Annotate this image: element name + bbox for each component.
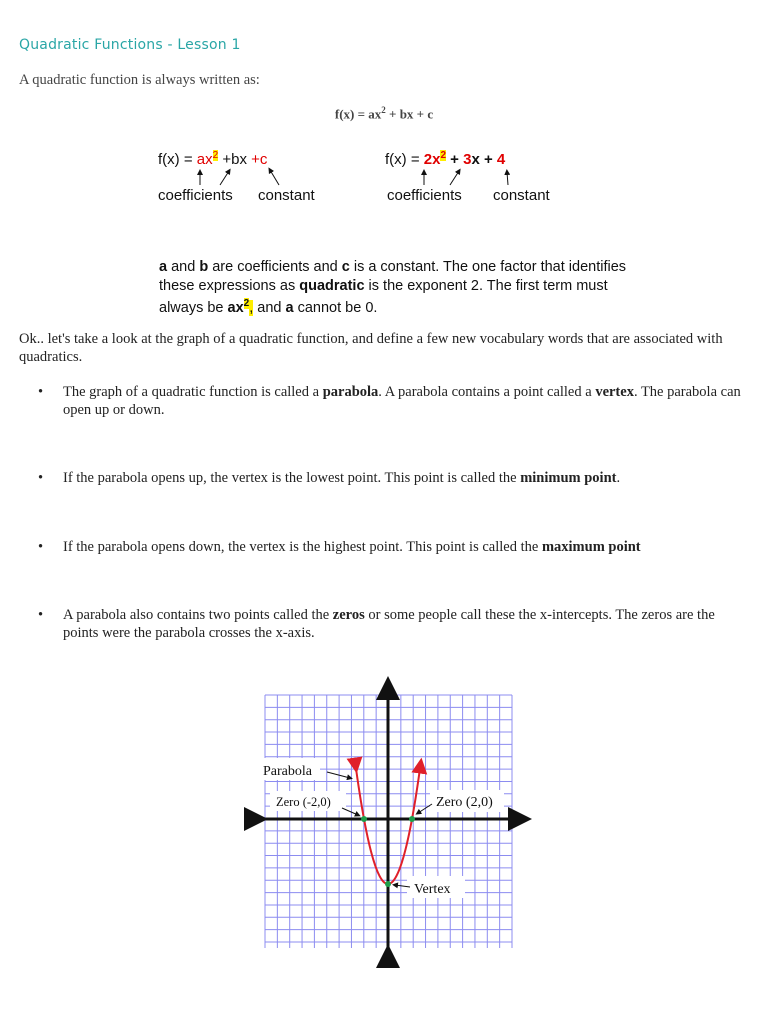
example-right-prefix: f(x) = xyxy=(385,151,424,168)
example-right-c: 4 xyxy=(496,151,506,168)
bullet-dot: • xyxy=(38,384,44,400)
def-ax: ax xyxy=(227,299,244,316)
parabola-label: Parabola xyxy=(263,764,312,779)
def-rest3: and xyxy=(253,299,286,316)
example-left-constant-label: constant xyxy=(258,187,315,204)
zero-left-point xyxy=(361,816,367,822)
def-a: a xyxy=(159,259,168,275)
def-rest4: cannot be 0. xyxy=(293,299,378,316)
bullet-text: The graph of a quadratic function is called a parabola. A parabola contains a point called a vertex. The parabola can open up or down. xyxy=(63,384,741,418)
example-left-coefficients-label: coefficients xyxy=(158,187,233,204)
formula-right: + bx + c xyxy=(385,106,434,122)
example-left-prefix: f(x) = xyxy=(158,151,197,168)
example-left-a: ax xyxy=(196,151,213,168)
example-right-plus2: + xyxy=(479,151,497,168)
bullet-text: A parabola also contains two points called the zeros or some people call these the x-intercepts. The zeros are the points were the parabola crosses the x-axis. xyxy=(63,607,715,641)
def-and: and xyxy=(167,259,200,275)
example-right-b-coef: 3 xyxy=(463,151,472,168)
example-right-a-exponent: 2 xyxy=(440,150,447,161)
example-left-c: +c xyxy=(251,151,268,168)
def-comma: , xyxy=(249,299,254,316)
def-c: c xyxy=(341,259,350,275)
intro-text: A quadratic function is always written as: xyxy=(19,72,260,88)
def-ax-exponent: 2 xyxy=(243,298,250,309)
def-rest2: is the exponent 2. The first term must always be xyxy=(159,277,608,316)
example-right-constant-label: constant xyxy=(493,187,550,204)
bullet-dot: • xyxy=(38,539,44,555)
example-left-a-exponent: 2 xyxy=(212,150,219,161)
zero-left-arrow xyxy=(342,808,358,815)
def-quadratic: quadratic xyxy=(299,277,365,294)
lesson-title: Quadratic Functions - Lesson 1 xyxy=(19,37,241,53)
zero-right-label: Zero (2,0) xyxy=(436,795,493,810)
parabola-label-arrow xyxy=(327,772,350,778)
example-left-b: +bx xyxy=(218,151,252,168)
vertex-point xyxy=(385,881,391,887)
def-rest1: is a constant. The one factor that identifies these expressions as xyxy=(159,259,627,294)
zero-right-point xyxy=(409,816,415,822)
example-right-a: 2x xyxy=(423,151,441,168)
def-a2: a xyxy=(285,299,294,316)
bullet-text: If the parabola opens down, the vertex is the highest point. This point is called the maximum point xyxy=(63,539,641,555)
def-are: are coefficients and xyxy=(208,259,342,275)
bullet-text: If the parabola opens up, the vertex is the lowest point. This point is called the minimum point. xyxy=(63,470,621,486)
bullet-dot: • xyxy=(38,470,44,486)
def-b: b xyxy=(199,259,209,275)
zero-left-label: Zero (-2,0) xyxy=(276,795,331,809)
example-right-b-var: x xyxy=(471,151,480,168)
vertex-label: Vertex xyxy=(414,882,451,897)
bullet-dot: • xyxy=(38,607,44,623)
intro-paragraph: Ok.. let's take a look at the graph of a quadratic function, and define a few new vocabulary words that are associated with quadratics. xyxy=(19,331,723,365)
zero-right-arrow xyxy=(418,804,432,813)
example-right-plus1: + xyxy=(446,151,464,168)
formula-exponent: 2 xyxy=(381,105,386,115)
formula-left: f(x) = ax xyxy=(334,106,382,122)
example-right-coefficients-label: coefficients xyxy=(387,187,462,204)
